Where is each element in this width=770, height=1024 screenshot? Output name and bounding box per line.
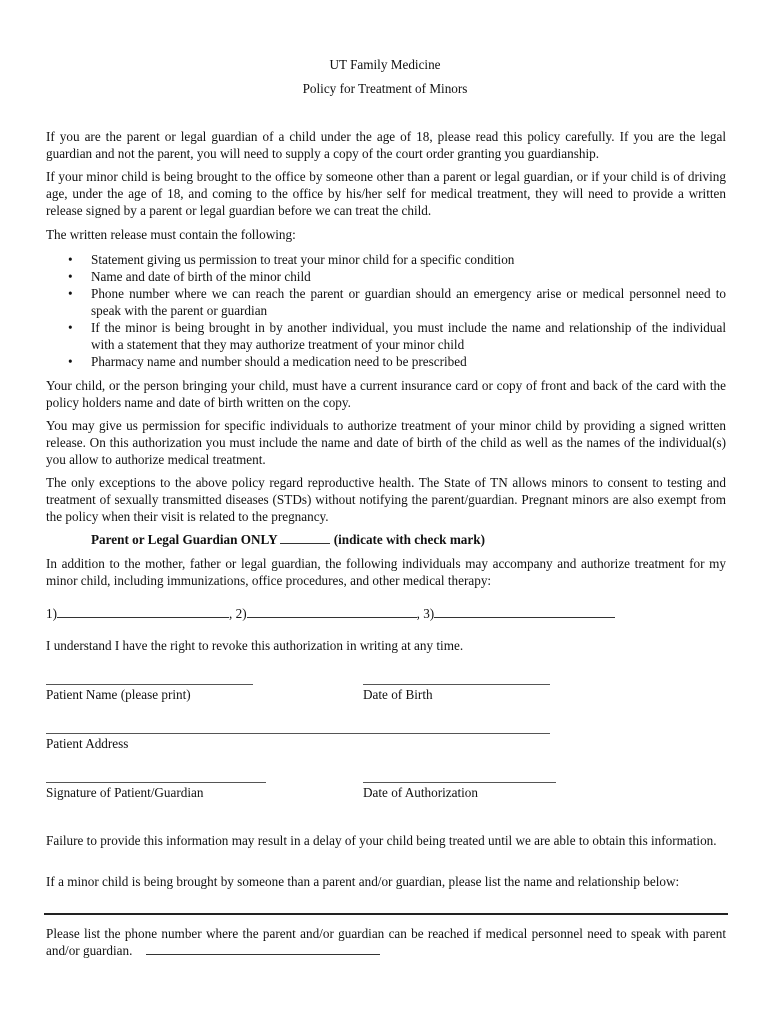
list-item: • If the minor is being brought in by another individual, you must include the name and relationship of the individual with a statement that they may authorize treatment of your minor child bbox=[68, 320, 726, 352]
individual-1-field[interactable] bbox=[57, 605, 229, 618]
signature-label: Signature of Patient/Guardian bbox=[46, 785, 204, 800]
list-item: • Statement giving us permission to treat your minor child for a specific condition bbox=[68, 252, 515, 267]
delay-warning-paragraph: Failure to provide this information may result in a delay of your child being treated until we are able to obtain this information. bbox=[46, 833, 717, 848]
bullet-icon: • bbox=[68, 320, 73, 335]
bullet-icon: • bbox=[68, 252, 73, 267]
release-requirements-list bbox=[60, 251, 726, 370]
list-item: • Name and date of birth of the minor child bbox=[68, 269, 311, 284]
bullet-icon: • bbox=[68, 269, 73, 284]
guardian-phone-field[interactable] bbox=[146, 942, 380, 955]
permission-paragraph: You may give us permission for specific individuals to authorize treatment of your minor child by providing a signed written release. On this authorization you must include the name and date of birth of the child as well as the names of the individual(s) you allow to authorize medical treatment. bbox=[46, 418, 726, 467]
intro-paragraph-guardian: If you are the parent or legal guardian of a child under the age of 18, please read this policy carefully. If you are the legal guardian and not the parent, you will need to supply a copy of the court order granting you guardianship. bbox=[46, 129, 726, 161]
relationship-entry-field[interactable] bbox=[44, 913, 728, 915]
phone-instruction-paragraph: Please list the phone number where the parent and/or guardian can be reached if medical personnel need to speak with parent and/or guardian. bbox=[46, 926, 726, 958]
release-contents-heading: The written release must contain the following: bbox=[46, 227, 296, 242]
patient-name-field[interactable] bbox=[46, 684, 253, 685]
signature-field[interactable] bbox=[46, 782, 266, 783]
guardian-check-field[interactable] bbox=[280, 531, 330, 544]
document-title: Policy for Treatment of Minors bbox=[302, 81, 468, 96]
patient-name-label: Patient Name (please print) bbox=[46, 687, 191, 702]
authorization-date-field[interactable] bbox=[363, 782, 556, 783]
list-item: • Pharmacy name and number should a medication need to be prescribed bbox=[68, 354, 467, 369]
patient-address-label: Patient Address bbox=[46, 736, 129, 751]
insurance-paragraph: Your child, or the person bringing your child, must have a current insurance card or copy of front and back of the card with the policy holders name and date of birth written on the copy. bbox=[46, 378, 726, 410]
list-item: • Phone number where we can reach the parent or guardian should an emergency arise or medical personnel need to speak with the parent or guardian bbox=[68, 286, 726, 318]
patient-address-field[interactable] bbox=[46, 733, 550, 734]
individual-3-field[interactable] bbox=[434, 605, 615, 618]
authorized-individuals-paragraph: In addition to the mother, father or legal guardian, the following individuals may accompany and authorize treatment for my minor child, including immunizations, office procedures, and other medical therapy: bbox=[46, 556, 726, 588]
organization-name: UT Family Medicine bbox=[329, 57, 441, 72]
authorization-date-label: Date of Authorization bbox=[363, 785, 478, 800]
revoke-statement: I understand I have the right to revoke this authorization in writing at any time. bbox=[46, 638, 464, 653]
authorized-individuals-fields: 1) , 2) , 3) bbox=[46, 605, 615, 622]
intro-paragraph-release: If your minor child is being brought to the office by someone other than a parent or legal guardian, or if your child is of driving age, under the age of 18, and coming to the office by his/her self for medical treatment, they will need to provide a written release signed by a parent or legal guardian before we can treat the child. bbox=[46, 169, 726, 218]
bullet-icon: • bbox=[68, 354, 73, 369]
date-of-birth-label: Date of Birth bbox=[363, 687, 433, 702]
date-of-birth-field[interactable] bbox=[363, 684, 550, 685]
guardian-only-heading: Parent or Legal Guardian ONLY (indicate with check mark) bbox=[91, 532, 485, 547]
bullet-icon: • bbox=[68, 286, 73, 301]
exceptions-paragraph: The only exceptions to the above policy regard reproductive health. The State of TN allows minors to consent to testing and treatment of sexually transmitted diseases (STDs) without notifying the parent/guardian. Pregnant minors are also exempt from the policy when their visit is related to the pregnancy. bbox=[46, 475, 726, 524]
relationship-instruction: If a minor child is being brought by someone than a parent and/or guardian, please list the name and relationship below: bbox=[46, 874, 680, 889]
individual-2-field[interactable] bbox=[247, 605, 417, 618]
